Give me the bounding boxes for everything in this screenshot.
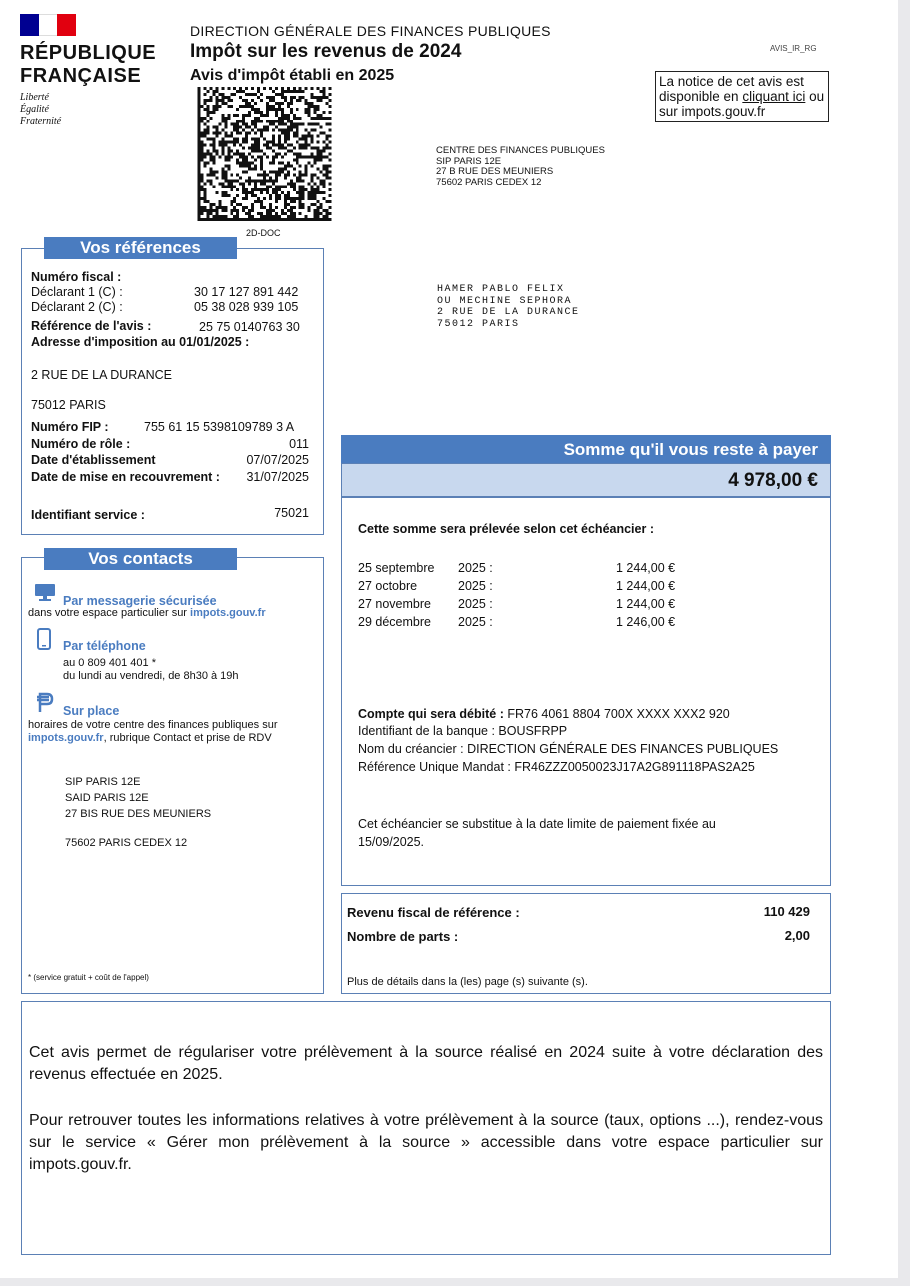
debit-account: Compte qui sera débité : FR76 4061 8804 700X XXXX XXX2 920 [358, 707, 730, 721]
marianne-flag-logo [20, 14, 76, 36]
parts-value: 2,00 [784, 928, 810, 943]
impots-link-2[interactable]: impots.gouv.fr [28, 732, 104, 744]
notice-link[interactable]: cliquant ici [742, 89, 806, 104]
schedule-date: 29 décembre [358, 615, 431, 629]
amount-due-value: 4 978,00 € [341, 463, 831, 497]
mandate-reference: Référence Unique Mandat : FR46ZZZ0050023J17A2G891118PAS2A25 [358, 760, 755, 774]
creditor-name: Nom du créancier : DIRECTION GÉNÉRALE DES FINANCES PUBLIQUES [358, 742, 779, 756]
place-title: Sur place [63, 704, 120, 718]
references-box: Vos références Numéro fiscal : Déclarant 1 (C) : 30 17 127 891 442 Déclarant 2 (C) : 05 38 028 939 105 Référence de l'avis : 25 75 0140763 30 Adresse d'imposition au 01/01/2025 : 2 RUE DE LA DURANCE 75012 PARIS Numéro FIP : 755 61 15 5398109789 3 A Numéro de rôle : 011 Date d'établissement 07/07/2025 Date de mise en recouvrement : 31/07/2025 Identifiant service : 75021 [21, 248, 324, 535]
messagerie-text: dans votre espace particulier sur impots.gouv.fr [28, 607, 266, 619]
2d-doc-label: 2D-DOC [246, 228, 281, 238]
direction-title: DIRECTION GÉNÉRALE DES FINANCES PUBLIQUES [190, 23, 551, 39]
messagerie-title: Par messagerie sécurisée [63, 594, 217, 608]
recipient-address: HAMER PABLO FELIX OU MECHINE SEPHORA 2 RUE DE LA DURANCE 75012 PARIS [437, 284, 580, 330]
payment-schedule-box: Cette somme sera prélevée selon cet échéancier : 25 septembre 2025 : 1 244,00 € 27 octobre 2025 : 1 244,00 € 27 novembre 2025 : 1 244,00 € 29 décembre 2025 : 1 246,00 € Compte qui sera débité : FR76 4061 8804 700X XXXX XXX2 920 Identifiant de la banque : BOUSFRPP Nom du créancier : DIRECTION GÉNÉRALE DES FINANCES PUBLIQUES Référence Unique Mandat : FR46ZZZ0050023J17A2G891118PAS2A25 Cet échéancier se substitue à la date limite de paiement fixée au 15/09/2025. [341, 497, 831, 886]
phone-hours: du lundi au vendredi, de 8h30 à 19h [63, 670, 239, 682]
role-value: 011 [289, 437, 309, 451]
schedule-amount: 1 244,00 € [616, 561, 676, 575]
fiscal-income-value: 110 429 [763, 904, 810, 919]
tax-center-address: CENTRE DES FINANCES PUBLIQUES SIP PARIS 12E 27 B RUE DES MEUNIERS 75602 PARIS CEDEX 12 [436, 145, 605, 188]
declarant2-value: 05 38 028 939 105 [194, 300, 299, 314]
computer-icon [34, 583, 56, 601]
republique-francaise-logo: RÉPUBLIQUE FRANÇAISE [20, 42, 157, 87]
impots-link-1[interactable]: impots.gouv.fr [190, 607, 266, 619]
2d-doc-code-icon [197, 87, 332, 221]
recouv-date-value: 31/07/2025 [246, 470, 309, 484]
footnote: * (service gratuit + coût de l'appel) [28, 973, 149, 982]
schedule-amount: 1 246,00 € [616, 615, 676, 629]
info-paragraph-2: Pour retrouver toutes les informations relatives à votre prélèvement à la source (taux, options ...), rendez-vous sur le service « Gérer mon prélèvement à la source » accessible dans votre espace particulier sur impots.gouv.fr. [29, 1112, 823, 1173]
contacts-box: Vos contacts Par messagerie sécurisée dans votre espace particulier sur impots.gouv.fr Par téléphone au 0 809 401 401 * du lundi au vendredi, de 8h30 à 19h Sur place horaires de votre centre des finances publiques sur impots.gouv.fr, rubrique Contact et prise de RDV SIP PARIS 12E SAID PARIS 12E 27 BIS RUE DES MEUNIERS 75602 PARIS CEDEX 12 * (service gratuit + coût de l'appel) [21, 557, 324, 994]
schedule-date: 25 septembre [358, 561, 435, 575]
schedule-amount: 1 244,00 € [616, 597, 676, 611]
more-details-note: Plus de détails dans la (les) page (s) suivante (s). [347, 976, 588, 988]
schedule-intro: Cette somme sera prélevée selon cet échéancier : [358, 522, 654, 536]
republic-motto: Liberté Égalité Fraternité [20, 92, 62, 127]
bank-id: Identifiant de la banque : BOUSFRPP [358, 724, 568, 738]
document-code: AVIS_IR_RG [770, 44, 817, 53]
phone-title: Par téléphone [63, 639, 146, 653]
references-tab-title: Vos références [44, 237, 237, 259]
amount-due-heading: Somme qu'il vous reste à payer [341, 435, 831, 463]
ref-avis-value: 25 75 0140763 30 [199, 320, 300, 334]
schedule-amount: 1 244,00 € [616, 579, 676, 593]
schedule-date: 27 novembre [358, 597, 431, 611]
schedule-date: 27 octobre [358, 579, 418, 593]
info-paragraph-1: Cet avis permet de régulariser votre prélèvement à la source réalisé en 2024 suite à votre déclaration des revenus effectuée en 2025. [29, 1044, 823, 1083]
fiscal-income-box: Revenu fiscal de référence : 110 429 Nombre de parts : 2,00 Plus de détails dans la (les) page (s) suivante (s). [341, 893, 831, 994]
etab-date-value: 07/07/2025 [246, 453, 309, 467]
info-box [21, 1001, 831, 1255]
page-subtitle: Avis d'impôt établi en 2025 [190, 67, 395, 84]
declarant1-value: 30 17 127 891 442 [194, 285, 299, 299]
fip-value: 755 61 15 5398109789 3 A [144, 420, 295, 434]
phone-number: au 0 809 401 401 * [63, 657, 156, 669]
page-title: Impôt sur les revenus de 2024 [190, 41, 462, 62]
notice-box: La notice de cet avis est disponible en cliquant ici ou sur impots.gouv.fr [655, 71, 829, 122]
contacts-tab-title: Vos contacts [44, 548, 237, 570]
service-id-value: 75021 [274, 506, 309, 520]
phone-icon [37, 628, 51, 650]
place-icon [35, 691, 55, 713]
